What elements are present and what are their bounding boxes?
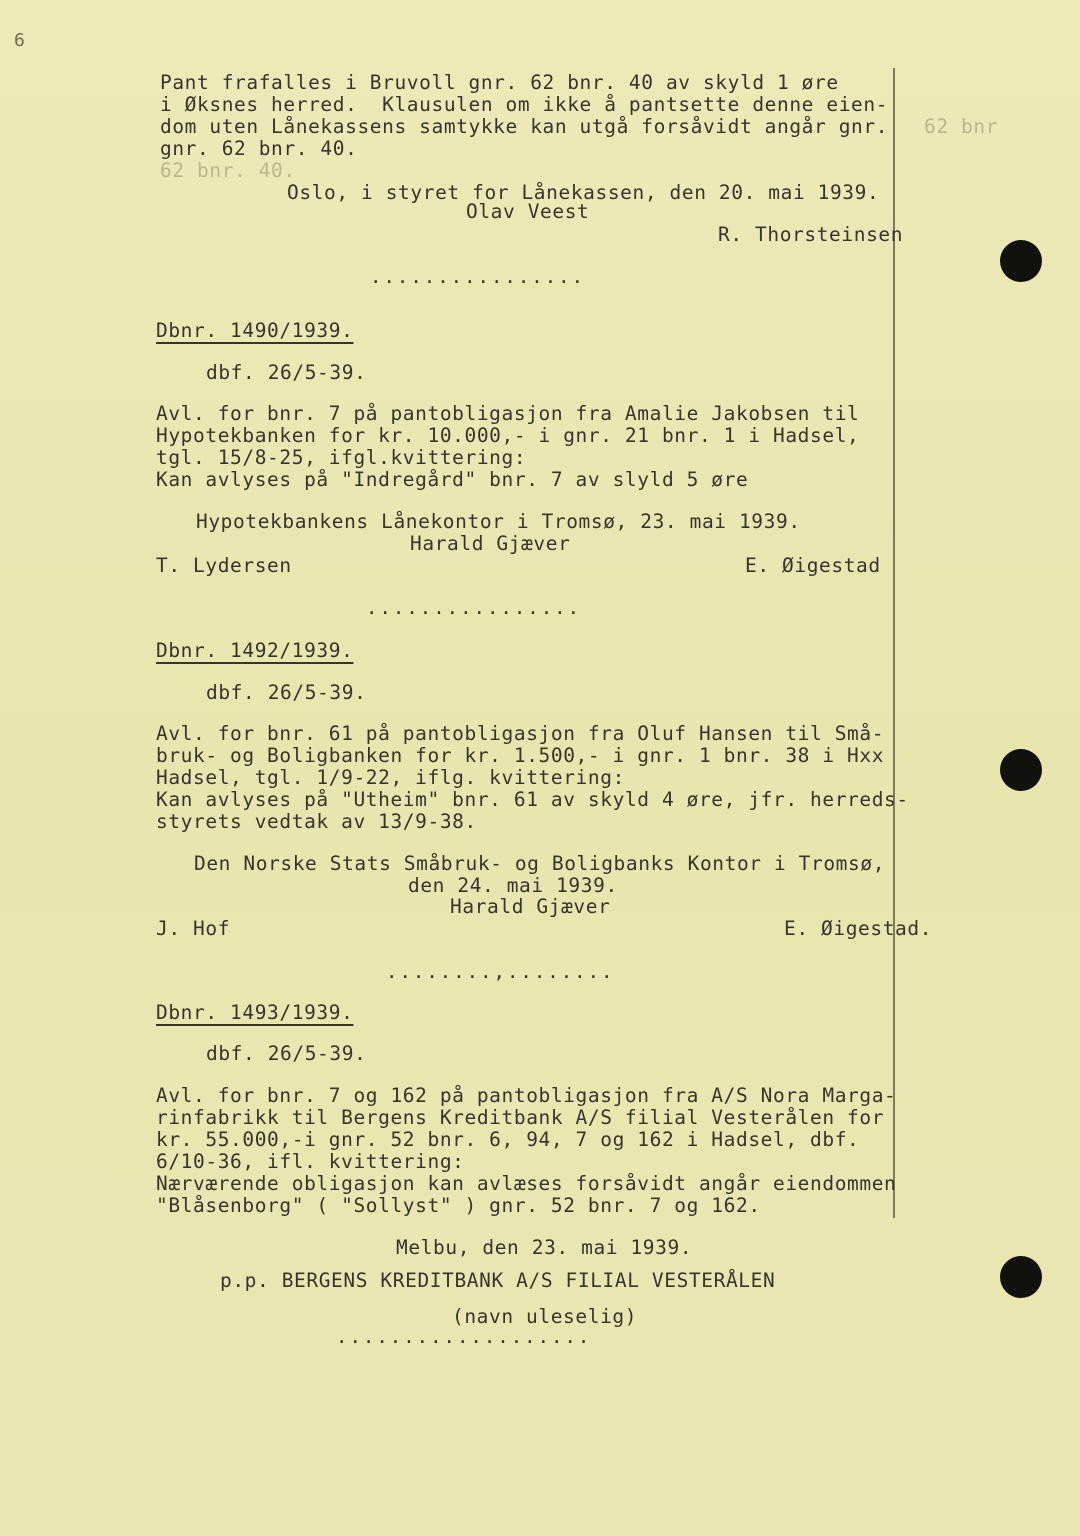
signer: R. Thorsteinsen — [718, 223, 904, 246]
text-line: Avl. for bnr. 61 på pantobligasjon fra Oluf Hansen til Små- — [156, 722, 885, 745]
page-number: 6 — [14, 30, 25, 51]
place-date: Hypotekbankens Lånekontor i Tromsø, 23. mai 1939. — [196, 510, 801, 533]
text-line: tgl. 15/8-25, ifgl.kvittering: — [156, 446, 527, 469]
text-line: "Blåsenborg" ( "Sollyst" ) gnr. 52 bnr. 7 og 162. — [156, 1194, 761, 1217]
place-date: Den Norske Stats Småbruk- og Boligbanks Kontor i Tromsø, — [194, 852, 886, 875]
text-line: Avl. for bnr. 7 på pantobligasjon fra Amalie Jakobsen til — [156, 402, 860, 425]
place-date: den 24. mai 1939. — [408, 874, 618, 897]
margin-note: 62 bnr — [924, 115, 999, 138]
entry-heading: Dbnr. 1490/1939. — [156, 319, 354, 342]
entry-heading: Dbnr. 1492/1939. — [156, 639, 354, 662]
signer: Harald Gjæver — [410, 532, 571, 555]
margin-note: 62 bnr. 40. — [160, 159, 296, 182]
signer: Harald Gjæver — [450, 895, 611, 918]
entry-date: dbf. 26/5-39. — [206, 1042, 367, 1065]
signer: T. Lydersen — [156, 554, 292, 577]
punch-hole-icon — [1000, 240, 1042, 282]
text-line: i Øksnes herred. Klausulen om ikke å pantsette denne eien- — [160, 93, 889, 116]
entry-date: dbf. 26/5-39. — [206, 361, 367, 384]
signer-note: (navn uleselig) — [452, 1305, 638, 1328]
separator: ................... — [336, 1326, 592, 1348]
text-line: 6/10-36, ifl. kvittering: — [156, 1150, 465, 1173]
text-line: bruk- og Boligbanken for kr. 1.500,- i gnr. 1 bnr. 38 i Hxx — [156, 744, 885, 767]
punch-hole-icon — [1000, 749, 1042, 791]
separator: ................ — [370, 266, 586, 288]
place-date: Melbu, den 23. mai 1939. — [396, 1236, 693, 1259]
text-line: dom uten Lånekassens samtykke kan utgå forsåvidt angår gnr. — [160, 115, 889, 138]
punch-hole-icon — [1000, 1256, 1042, 1298]
signer: Olav Veest — [466, 200, 590, 223]
entry-date: dbf. 26/5-39. — [206, 681, 367, 704]
text-line: kr. 55.000,-i gnr. 52 bnr. 6, 94, 7 og 162 i Hadsel, dbf. — [156, 1128, 860, 1151]
text-line: gnr. 62 bnr. 40. — [160, 137, 358, 160]
place-date: Oslo, i styret for Lånekassen, den 20. mai 1939. — [287, 181, 880, 204]
separator: ................ — [366, 597, 582, 619]
text-line: styrets vedtak av 13/9-38. — [156, 810, 477, 833]
separator: ........,........ — [386, 961, 615, 983]
text-line: Hypotekbanken for kr. 10.000,- i gnr. 21 bnr. 1 i Hadsel, — [156, 424, 860, 447]
text-line: Hadsel, tgl. 1/9-22, iflg. kvittering: — [156, 766, 625, 789]
entry-heading: Dbnr. 1493/1939. — [156, 1001, 354, 1024]
text-line: Kan avlyses på "Utheim" bnr. 61 av skyld 4 øre, jfr. herreds- — [156, 788, 909, 811]
text-line: Pant frafalles i Bruvoll gnr. 62 bnr. 40 av skyld 1 øre — [160, 71, 839, 94]
signer: E. Øigestad — [745, 554, 881, 577]
text-line: Kan avlyses på "Indregård" bnr. 7 av slyld 5 øre — [156, 468, 749, 491]
text-line: rinfabrikk til Bergens Kreditbank A/S filial Vesterålen for — [156, 1106, 885, 1129]
text-line: Nærværende obligasjon kan avlæses forsåvidt angår eiendommen — [156, 1172, 897, 1195]
company-stamp: p.p. BERGENS KREDITBANK A/S FILIAL VESTERÅLEN — [220, 1269, 776, 1292]
text-line: Avl. for bnr. 7 og 162 på pantobligasjon fra A/S Nora Marga- — [156, 1084, 897, 1107]
signer: E. Øigestad. — [784, 917, 933, 940]
signer: J. Hof — [156, 917, 231, 940]
